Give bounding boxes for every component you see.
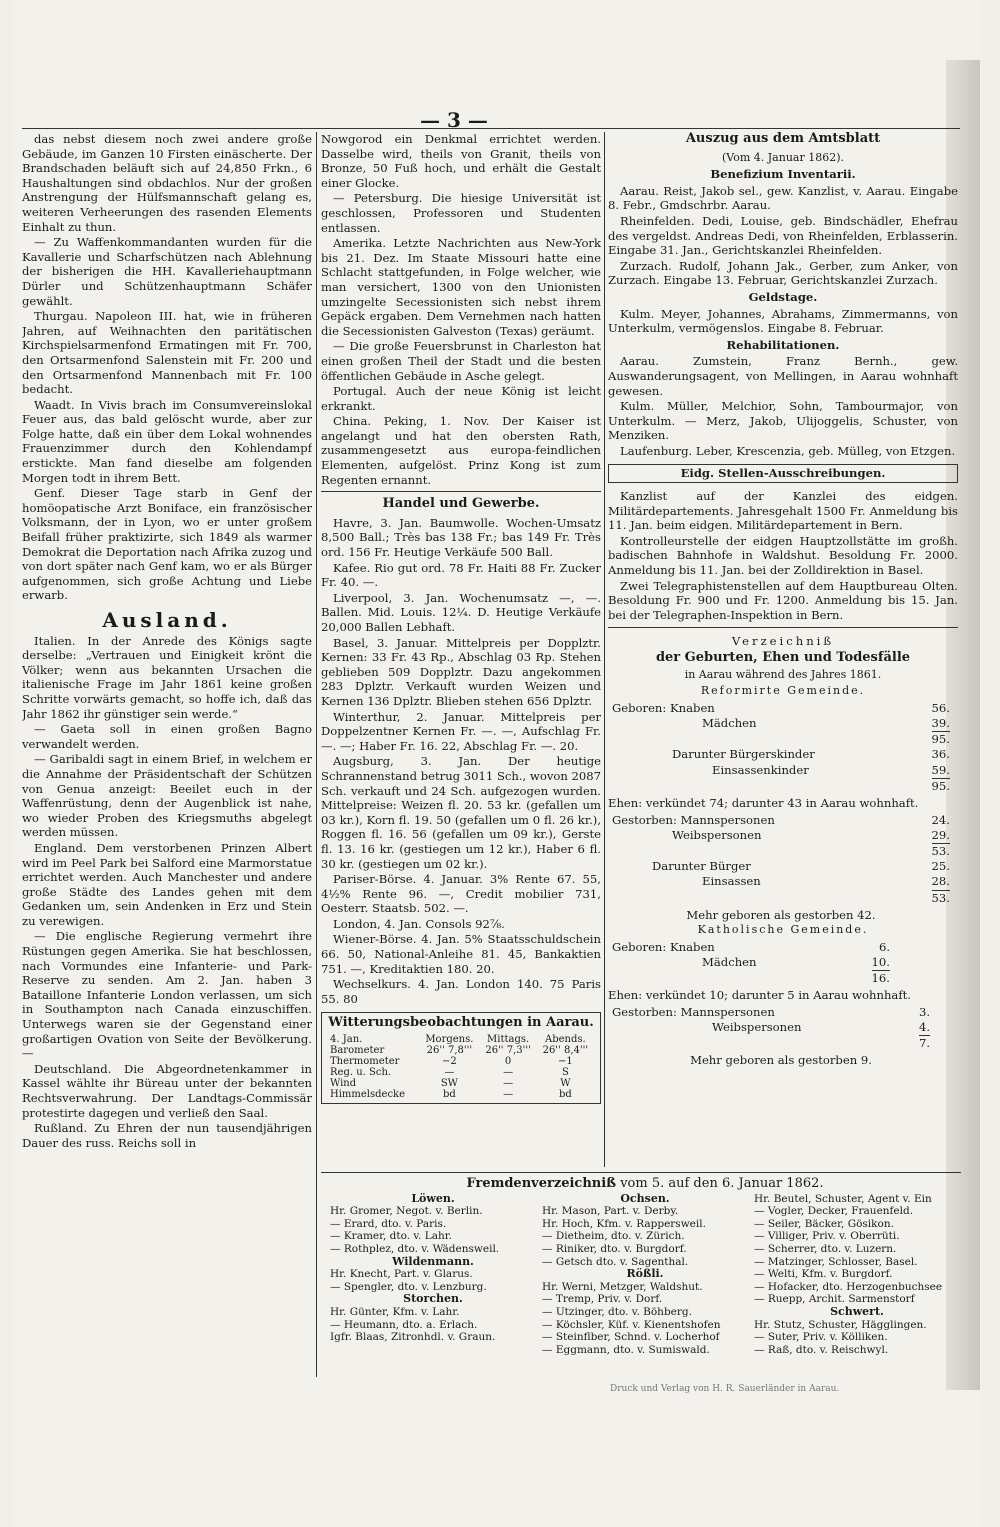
weather-row	[328, 1056, 594, 1067]
rehab-heading: Rehabilitationen.	[726, 337, 840, 352]
guest-entry: Hr. Gromer, Negot. v. Berlin.	[330, 1205, 483, 1218]
hotel-heading: Storchen.	[403, 1292, 463, 1306]
guest-entry: — Tremp, Priv. v. Dorf.	[542, 1293, 663, 1306]
market-report: Liverpool, 3. Jan. Wochenumsatz —, —. Ballen. Mid. Louis. 12¼. D. Heutige Verkäufe 20,000 Ballen Lebhaft.	[321, 590, 601, 634]
section-heading-handel: Handel und Gewerbe.	[382, 496, 540, 512]
column-rule-2	[604, 132, 605, 1167]
kath-ehen: Ehen: verkündet 10; darunter 5 in Aarau wohnhaft.	[608, 988, 911, 1003]
stat-value: 10.	[871, 954, 890, 969]
guest-entry: — Matzinger, Schlosser, Basel.	[754, 1255, 918, 1268]
verz-title-2: der Geburten, Ehen und Todesfälle	[655, 650, 911, 665]
guest-entry: — Spengler, dto. v. Lenzburg.	[330, 1280, 487, 1293]
guest-entry: — Seiler, Bäcker, Gösikon.	[754, 1217, 894, 1230]
stat-value: 59.	[931, 762, 950, 777]
guest-entry: Igfr. Blaas, Zitronhdl. v. Graun.	[330, 1331, 496, 1344]
ref-heading: Reformirte Gemeinde.	[700, 684, 866, 698]
stat-value: 3.	[918, 1004, 930, 1019]
guest-entry: — Vogler, Decker, Frauenfeld.	[754, 1205, 914, 1218]
paragraph: Deutschland. Die Abgeordnetenkammer in Kassel wählte ihr Büreau unter der bekannten Rechtsverwahrung. Der Landtags-Commissär protestirte dagegen und verließ den Saal.	[22, 1061, 312, 1120]
stat-sum: 16.	[871, 971, 890, 986]
kath-births	[608, 940, 958, 987]
guest-entry: Hr. Mason, Part. v. Derby.	[542, 1205, 679, 1218]
ref-mehr	[608, 908, 958, 923]
guest-entry: Hr. Stutz, Schuster, Hägglingen.	[754, 1318, 927, 1331]
market-report: Pariser-Börse. 4. Januar. 3% Rente 67. 55, 4½% Rente 96. —, Credit mobilier 731, Oesterr. Staatsb. 502. —.	[321, 872, 601, 916]
weather-cell: —	[444, 1067, 455, 1079]
column-1	[22, 132, 312, 1377]
benefizium-heading: Benefizium Inventarii.	[710, 167, 856, 182]
stat-row	[608, 859, 958, 874]
paragraph: England. Dem verstorbenen Prinzen Albert wird im Peel Park bei Salford eine Marmorstatue errichtet werden. Auch Manchester und andere große Städte des Landes gehen mit dem Gedanken um, sein Andenken in Erz und Stein zu verewigen.	[22, 840, 312, 928]
ref-deaths	[608, 813, 958, 906]
paragraph: das nebst diesem noch zwei andere große Gebäude, im Ganzen 10 Firsten einäscherte. Der Brandschaden beläuft sich auf 24,850 Frkn., 6 Haushaltungen sind obdachlos. Nur der großen Anstrengung der Hülfsmannschaft gelang es, weiteren Verheerungen des rasenden Elements Einhalt zu thun.	[22, 132, 312, 234]
ref-ehen: Ehen: verkündet 74; darunter 43 in Aarau wohnhaft.	[608, 796, 919, 810]
stat-sum: 53.	[931, 844, 950, 858]
paragraph: Waadt. In Vivis brach im Consumvereinslokal Feuer aus, das bald gelöscht wurde, aber zur Folge hatte, daß ein über dem Lokal wohnendes Frauenzimmer durch den Kohlendampf erstickte. Man fand dieselbe am folgenden Morgen todt in ihrem Bett.	[22, 397, 312, 485]
fremden-title-rest: vom 5. auf den 6. Januar 1862.	[620, 1176, 824, 1191]
market-report: London, 4. Jan. Consols 92⅞.	[333, 916, 505, 931]
fremden-title-bold: Fremdenverzeichniß	[466, 1176, 617, 1191]
market-report: Wechselkurs. 4. Jan. London 140. 75 Paris 55. 80	[321, 977, 601, 1006]
stat-label: Mädchen	[702, 954, 757, 969]
weather-row	[328, 1045, 594, 1056]
weather-row	[328, 1089, 594, 1100]
guest-entry: — Riniker, dto. v. Burgdorf.	[542, 1242, 687, 1255]
verz-title-1: Verzeichniß	[731, 634, 835, 649]
guest-entry: — Steinflber, Schnd. v. Locherhof	[542, 1331, 720, 1344]
imprint: Druck und Verlag von H. R. Sauerländer in Aarau.	[610, 1384, 840, 1394]
stat-value: 6.	[878, 939, 890, 954]
guest-entry: — Utzinger, dto. v. Böhberg.	[542, 1305, 692, 1318]
stat-row	[608, 970, 958, 986]
paragraph: — Gaeta soll in einen großen Bagno verwandelt werden.	[22, 722, 312, 751]
stat-row	[608, 1020, 958, 1035]
guest-entry: — Ruepp, Archit. Sarmenstorf	[754, 1293, 915, 1306]
stat-label: Gestorben: Mannspersonen	[612, 812, 775, 827]
kath-mehr	[608, 1053, 958, 1068]
weather-cell: Himmelsdecke	[330, 1089, 406, 1101]
paragraph: — Zu Waffenkommandanten wurden für die Kavallerie und Scharfschützen nach Ablehnung der bisherigen die HH. Kavalleriehauptmann Dürler und Schützenhauptmann Schäfer gewählt.	[22, 235, 312, 308]
guest-entry: — Erard, dto. v. Paris.	[330, 1217, 447, 1230]
weather-row	[328, 1067, 594, 1078]
guest-entry: — Eggmann, dto. v. Sumiswald.	[542, 1343, 710, 1356]
stat-row	[608, 890, 958, 906]
weather-cell: S	[561, 1067, 569, 1079]
stat-label: Einsassen	[702, 874, 761, 889]
market-report: Winterthur, 2. Januar. Mittelpreis per Doppelzentner Kernen Fr. —. —, Aufschlag Fr. —. —; Haber Fr. 16. 22, Abschlag Fr. —. 20.	[321, 709, 601, 753]
stat-label: Darunter Bürgerskinder	[672, 747, 815, 762]
stat-value: 29.	[931, 827, 950, 842]
fremden-title	[330, 1178, 960, 1191]
divider	[321, 491, 601, 492]
stat-label: Mädchen	[702, 715, 757, 730]
guest-entry: Hr. Beutel, Schuster, Agent v. Ein	[754, 1192, 932, 1205]
hotel-heading: Wildenmann.	[392, 1254, 474, 1268]
guest-entry: — Kramer, dto. v. Lahr.	[330, 1230, 452, 1243]
fremden-columns	[330, 1193, 960, 1357]
guest-entry: — Villiger, Priv. v. Oberrüti.	[754, 1230, 900, 1243]
paragraph: Portugal. Auch der neue König ist leicht erkrankt.	[321, 384, 601, 413]
weather-cell: 0	[504, 1056, 512, 1068]
weather-cell: Reg. u. Sch.	[330, 1067, 392, 1079]
fremden-top-rule	[321, 1172, 961, 1173]
notice: Aarau. Zumstein, Franz Bernh., gew. Auswanderungsagent, von Mellingen, in Aarau wohnhaft gewesen.	[608, 354, 958, 398]
stat-row	[608, 716, 958, 731]
weather-header-cell: Abends.	[545, 1034, 586, 1046]
stat-sum: 95.	[931, 778, 950, 793]
weather-cell: 26'' 7,3'''	[485, 1045, 531, 1057]
weather-header-cell: 4. Jan.	[330, 1034, 363, 1046]
paragraph: — Die englische Regierung vermehrt ihre Rüstungen gegen Amerika. Sie hat beschlossen, nach Vormundes eine Infanterie- und Park-Reserve zu senden. Am 2. Jan. haben 3 Bataillone Infanterie London verlassen, um sich in Southampton nach Canada einzuschiffen. Unterwegs waren sie der Gegenstand einer großartigen Ovation von Seite der Bevölkerung. —	[22, 929, 312, 1061]
weather-cell: −1	[557, 1056, 573, 1068]
stat-row	[608, 940, 958, 955]
guest-entry: — Hofacker, dto. Herzogenbuchsee	[754, 1280, 943, 1293]
stat-label: Gestorben: Mannspersonen	[612, 1004, 775, 1019]
paragraph: — Petersburg. Die hiesige Universität ist geschlossen, Professoren und Studenten entlassen.	[321, 191, 601, 235]
page-number: — 3 —	[420, 108, 488, 132]
guest-entry: Hr. Hoch, Kfm. v. Rappersweil.	[542, 1217, 706, 1230]
guest-entry: — Raß, dto. v. Reischwyl.	[754, 1343, 889, 1356]
stat-value: 36.	[931, 747, 950, 762]
market-report: Augsburg, 3. Jan. Der heutige Schrannenstand betrug 3011 Sch., wovon 2087 Sch. verkauft und 24 Sch. aufgezogen wurden. Mittelpreise: Weizen fl. 20. 53 kr. (gefallen um 03 kr.), Korn fl. 19. 50 (gefallen um 0 fl. 26 kr.), Roggen fl. 16. 56 (gefallen um 09 kr.), Gerste fl. 13. 16 kr. (gestiegen um 12 kr.), Haber 6 fl. 30 kr. (gestiegen um 02 kr.).	[321, 754, 601, 871]
market-report: Wiener-Börse. 4. Jan. 5% Staatsschuldschein 66. 50, National-Anleihe 81. 45, Bankaktien 751. —, Kreditaktien 180. 20.	[321, 932, 601, 976]
ref-births	[608, 701, 958, 794]
stat-label: Geboren: Knaben	[612, 700, 715, 715]
market-report: Havre, 3. Jan. Baumwolle. Wochen-Umsatz 8,500 Ball.; Très bas 138 Fr.; bas 149 Fr. Très ord. 156 Fr. Heutige Verkäufe 500 Ball.	[321, 515, 601, 560]
weather-cell: —	[503, 1067, 514, 1079]
divider	[608, 627, 958, 628]
notice: Kontrolleurstelle der eidgen Hauptzollstätte im großh. badischen Bahnhofe in Waldshut. Besoldung Fr. 2000. Anmeldung bis 11. Jan. bei der Zolldirektion in Basel.	[608, 533, 958, 578]
weather-cell: Barometer	[330, 1045, 385, 1057]
stat-row	[608, 763, 958, 778]
weather-cell: W	[560, 1078, 571, 1090]
paragraph: Thurgau. Napoleon III. hat, wie in früheren Jahren, auf Weihnachten den paritätischen Kirchspielsarmenfond Ermatingen mit Fr. 700, den Ortsarmenfond Salenstein mit Fr. 200 und den Ortsarmenfond Mannenbach mit Fr. 100 bedacht.	[22, 309, 312, 397]
weather-row	[328, 1078, 594, 1089]
stat-label: Weibspersonen	[672, 827, 762, 842]
weather-header-cell: Morgens.	[425, 1034, 474, 1046]
stat-value: 4.	[918, 1020, 930, 1035]
column-rule-1	[316, 132, 317, 1377]
stat-row	[608, 731, 958, 747]
guest-entry: — Welti, Kfm. v. Burgdorf.	[754, 1268, 893, 1281]
column-3	[608, 132, 958, 1167]
stat-row	[608, 778, 958, 794]
fremden-column	[330, 1193, 536, 1357]
stellen-heading: Eidg. Stellen-Ausschreibungen.	[680, 466, 886, 481]
notice: Kulm. Meyer, Johannes, Abrahams, Zimmermanns, von Unterkulm, vermögenslos. Eingabe 8. Februar.	[608, 306, 958, 336]
hotel-heading: Ochsen.	[620, 1191, 670, 1205]
stat-value: 39.	[931, 715, 950, 730]
weather-cell: SW	[440, 1078, 458, 1090]
stat-label: Weibspersonen	[712, 1020, 802, 1035]
market-report: Kafee. Rio gut ord. 78 Fr. Haiti 88 Fr. Zucker Fr. 40. —.	[321, 560, 601, 590]
stat-sum: 7.	[918, 1036, 930, 1051]
weather-cell: Wind	[330, 1078, 357, 1090]
stat-row	[608, 955, 958, 970]
weather-box	[321, 1012, 601, 1104]
stat-value: 24.	[931, 812, 950, 827]
stat-row	[608, 1005, 958, 1020]
stat-row	[608, 747, 958, 762]
weather-cell: 26'' 8,4'''	[542, 1045, 589, 1057]
guest-entry: Hr. Günter, Kfm. v. Lahr.	[330, 1305, 460, 1318]
notice: Kulm. Müller, Melchior, Sohn, Tambourmajor, von Unterkulm. — Merz, Jakob, Ulijoggelis, Schuster, von Menziken.	[608, 399, 958, 443]
paragraph: — Garibaldi sagt in einem Brief, in welchem er die Annahme der Präsidentschaft der Schützen von Genua anzeigt: Beeilet euch in der Waffenrüstung, denn der Augenblick ist nahe, wo wieder Proben des Kriegsmuths abgelegt werden müssen.	[22, 752, 312, 840]
fremden-column	[754, 1193, 960, 1357]
hotel-heading: Löwen.	[411, 1191, 455, 1205]
guest-entry: Hr. Werni, Metzger, Waldshut.	[542, 1280, 703, 1293]
weather-header-cell: Mittags.	[487, 1034, 530, 1046]
paragraph: China. Peking, 1. Nov. Der Kaiser ist angelangt und hat den obersten Rath, zusammengesetzt aus europa-feindlichen Elementen, aufgelöst. Prinz Kong ist zum Regenten ernannt.	[321, 414, 601, 487]
hotel-heading: Schwert.	[830, 1304, 884, 1318]
stat-row	[608, 874, 958, 889]
weather-cell: —	[503, 1078, 514, 1090]
guest-entry: — Scherrer, dto. v. Luzern.	[754, 1242, 897, 1255]
notice: Zwei Telegraphistenstellen auf dem Hauptbureau Olten. Besoldung Fr. 900 und Fr. 1200. Anmeldung bis 15. Jan. bei der Telegraphen-Inspektion in Bern.	[608, 578, 958, 622]
stat-label: Darunter Bürger	[652, 859, 751, 874]
paragraph: Genf. Dieser Tage starb in Genf der homöopatische Arzt Boniface, ein französischer Volksmann, der in Lyon, wo er unter großem Beifall früher praktizirte, sich 1849 als warmer Demokrat die Deportation nach Afrika zuzog und von dort später nach Genf kam, wo er als Bürger aufgenommen, sich große Achtung und Liebe erwarb.	[22, 486, 312, 603]
fremden-column	[542, 1193, 748, 1357]
stat-row	[608, 1035, 958, 1051]
section-heading-ausland: Ausland.	[102, 608, 232, 632]
guest-entry: — Rothplez, dto. v. Wädensweil.	[330, 1242, 500, 1255]
kath-deaths	[608, 1005, 958, 1052]
paragraph: Amerika. Letzte Nachrichten aus New-York bis 21. Dez. Im Staate Missouri hatte eine Schlacht stattgefunden, in Folge welcher, wie man versichert, 1300 von den Unionisten umzingelte Secessionisten sich nebst ihrem Gepäck ergaben. Dem Vernehmen nach hatten die Secessionisten Galveston (Texas) geräumt.	[321, 236, 601, 338]
stat-value: 28.	[931, 874, 950, 889]
verz-title-3: in Aarau während des Jahres 1861.	[684, 667, 882, 681]
stat-row	[608, 701, 958, 716]
weather-cell: bd	[558, 1089, 572, 1101]
kath-heading: Katholische Gemeinde.	[697, 923, 869, 937]
notice: Aarau. Reist, Jakob sel., gew. Kanzlist, v. Aarau. Eingabe 8. Febr., Gmdschrbr. Aarau.	[608, 183, 958, 213]
stat-sum: 53.	[931, 890, 950, 905]
guest-entry: — Getsch dto. v. Sagenthal.	[542, 1255, 689, 1268]
guest-entry: — Köchsler, Küf. v. Kienentshofen	[542, 1318, 721, 1331]
weather-header-row	[328, 1034, 594, 1045]
amtsblatt-title: Auszug aus dem Amtsblatt	[685, 132, 881, 146]
stat-row	[608, 813, 958, 828]
weather-cell: −2	[442, 1056, 457, 1068]
stat-label: Einsassenkinder	[712, 762, 809, 777]
weather-cell: 26'' 7,8'''	[426, 1045, 473, 1057]
stat-label: Mehr geboren als gestorben 42.	[686, 907, 876, 922]
weather-cell: bd	[442, 1089, 456, 1101]
guest-entry: — Heumann, dto. a. Erlach.	[330, 1318, 478, 1331]
stat-row	[608, 843, 958, 859]
column-2	[321, 132, 601, 1167]
hotel-heading: Rößli.	[626, 1267, 664, 1281]
header-rule	[22, 128, 960, 129]
fremdenverzeichnis	[330, 1178, 960, 1378]
stat-sum: 95.	[931, 732, 950, 747]
guest-entry: Hr. Knecht, Part. v. Glarus.	[330, 1268, 473, 1281]
paragraph: Italien. In der Anrede des Königs sagte derselbe: „Vertrauen und Einigkeit krönt die Völker; wenn aus bekannten Ursachen die italienische Frage im Jahr 1861 keine großen Schritte vorwärts gemacht, so hoffe ich, daß das Jahr 1862 ihr günstiger sein werde.“	[22, 633, 312, 721]
paragraph: Rußland. Zu Ehren der nun tausendjährigen Dauer des russ. Reichs soll in	[22, 1121, 312, 1150]
notice: Zurzach. Rudolf, Johann Jak., Gerber, zum Anker, von Zurzach. Eingabe 13. Februar, Gerichtskanzlei Zurzach.	[608, 258, 958, 288]
stat-value: 25.	[931, 859, 950, 874]
paragraph: Nowgorod ein Denkmal errichtet werden. Dasselbe wird, theils von Granit, theils von Bronze, 50 Fuß hoch, und erhält die Gestalt einer Glocke.	[321, 132, 601, 190]
weather-cell: Thermometer	[330, 1056, 400, 1068]
notice: Kanzlist auf der Kanzlei des eidgen. Militärdepartements. Jahresgehalt 1500 Fr. Anmeldung bis 11. Jan. beim eidgen. Militärdepartement in Bern.	[608, 489, 958, 533]
market-report: Basel, 3. Januar. Mittelpreis per Dopplztr. Kernen: 33 Fr. 43 Rp., Abschlag 03 Rp. Stehen geblieben 509 Dopplztr. Dazu angekommen 283 Dplztr. Verkauft wurden Weizen und Kernen 136 Dplztr. Blieben stehen 656 Dplztr.	[321, 635, 601, 708]
stat-label: Geboren: Knaben	[612, 939, 715, 954]
paragraph: — Die große Feuersbrunst in Charleston hat einen großen Theil der Stadt und die besten öffentlichen Gebäude in Asche gelegt.	[321, 339, 601, 383]
guest-entry: — Dietheim, dto. v. Zürich.	[542, 1230, 685, 1243]
geldstage-heading: Geldstage.	[748, 289, 818, 304]
stat-label: Mehr geboren als gestorben 9.	[690, 1053, 872, 1068]
stat-row	[608, 828, 958, 843]
weather-title: Witterungsbeobachtungen in Aarau.	[328, 1015, 594, 1031]
guest-entry: — Suter, Priv. v. Kölliken.	[754, 1331, 888, 1344]
notice: Laufenburg. Leber, Krescenzia, geb. Mülleg, von Etzgen.	[620, 443, 956, 458]
weather-cell: —	[503, 1089, 514, 1101]
amtsblatt-date: (Vom 4. Januar 1862).	[722, 150, 844, 164]
stat-value: 56.	[931, 700, 950, 715]
weather-table	[328, 1034, 594, 1100]
notice: Rheinfelden. Dedi, Louise, geb. Bindschädler, Ehefrau des vergeldst. Andreas Dedi, von Rheinfelden, Erblasserin. Eingabe 31. Jan., Gerichtskanzlei Rheinfelden.	[608, 213, 958, 258]
stellen-box	[608, 464, 958, 483]
